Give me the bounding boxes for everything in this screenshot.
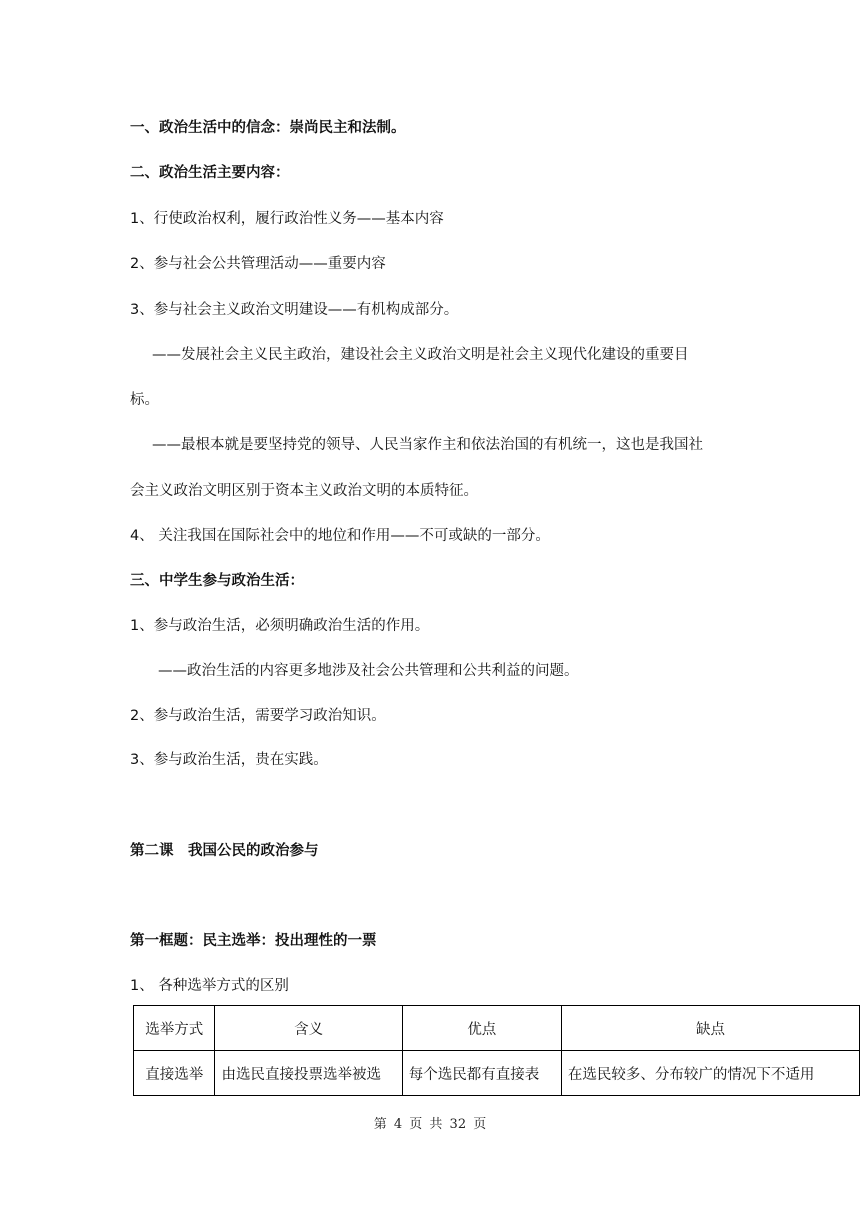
table-cell: 由选民直接投票选举被选 xyxy=(215,1051,402,1096)
paragraph-text: ——发展社会主义民主政治，建设社会主义政治文明是社会主义现代化建设的重要目 xyxy=(152,347,689,363)
list-item: 2、参与政治生活，需要学习政治知识。 xyxy=(130,708,386,724)
list-item: 4、 关注我国在国际社会中的地位和作用——不可或缺的一部分。 xyxy=(130,528,550,544)
table-header-cell: 优点 xyxy=(402,1006,561,1051)
lesson-title: 第二课 我国公民的政治参与 xyxy=(130,843,319,859)
heading-student-participation: 三、中学生参与政治生活： xyxy=(130,573,304,589)
election-methods-table xyxy=(133,1005,860,1096)
table-header-cell: 含义 xyxy=(215,1006,402,1051)
heading-political-life-content: 二、政治生活主要内容： xyxy=(130,165,290,181)
heading-political-belief: 一、政治生活中的信念：崇尚民主和法制。 xyxy=(130,120,406,136)
table-cell: 每个选民都有直接表 xyxy=(402,1051,561,1096)
list-item: 1、参与政治生活，必须明确政治生活的作用。 xyxy=(130,618,430,634)
table-cell: 在选民较多、分布较广的情况下不适用 xyxy=(561,1051,859,1096)
paragraph-text: 标。 xyxy=(130,392,159,408)
table-row xyxy=(134,1051,860,1096)
table-cell: 直接选举 xyxy=(134,1051,215,1096)
page-footer: 第 4 页 共 32 页 xyxy=(373,1117,487,1132)
paragraph-text: 会主义政治文明区别于资本主义政治文明的本质特征。 xyxy=(130,483,478,499)
list-item: 1、行使政治权利，履行政治性义务——基本内容 xyxy=(130,211,444,227)
paragraph-text: ——最根本就是要坚持党的领导、人民当家作主和依法治国的有机统一，这也是我国社 xyxy=(152,437,703,453)
list-item: 3、参与社会主义政治文明建设——有机构成部分。 xyxy=(130,302,459,318)
section-title: 第一框题：民主选举：投出理性的一票 xyxy=(130,933,377,949)
list-item: 2、参与社会公共管理活动——重要内容 xyxy=(130,256,386,272)
list-item: 3、参与政治生活，贵在实践。 xyxy=(130,752,328,768)
table-header-cell: 缺点 xyxy=(561,1006,859,1051)
paragraph-text: ——政治生活的内容更多地涉及社会公共管理和公共利益的问题。 xyxy=(158,663,579,679)
table-header-cell: 选举方式 xyxy=(134,1006,215,1051)
table-header-row xyxy=(134,1006,860,1051)
list-item: 1、 各种选举方式的区别 xyxy=(130,978,289,994)
